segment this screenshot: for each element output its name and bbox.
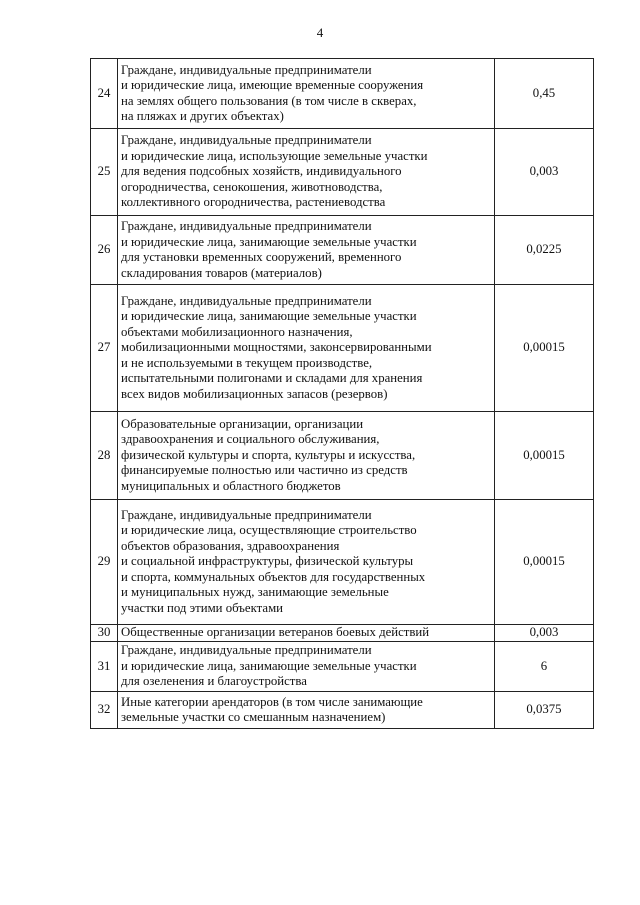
table-row	[91, 692, 594, 729]
table-row	[91, 59, 594, 129]
table-row	[91, 412, 594, 500]
row-rate-value: 0,003	[495, 129, 594, 216]
row-rate-value: 6	[495, 642, 594, 692]
rates-table-body	[91, 59, 594, 729]
table-row	[91, 216, 594, 285]
row-number: 27	[91, 285, 118, 412]
row-number: 31	[91, 642, 118, 692]
row-description: Граждане, индивидуальные предприниматели и юридические лица, имеющие временные сооружения на землях общего пользования (в том числе в скверах, на пляжах и других объектах)	[118, 59, 495, 129]
row-number: 25	[91, 129, 118, 216]
table-row	[91, 625, 594, 642]
row-number: 29	[91, 500, 118, 625]
row-number: 32	[91, 692, 118, 729]
rates-table	[90, 58, 594, 729]
row-description: Образовательные организации, организации здравоохранения и социального обслуживания, физической культуры и спорта, культуры и искусства, финансируемые полностью или частично из средств муниципальных и областного бюджетов	[118, 412, 495, 500]
table-row	[91, 285, 594, 412]
row-rate-value: 0,00015	[495, 412, 594, 500]
row-description: Граждане, индивидуальные предприниматели и юридические лица, занимающие земельные участки для озеленения и благоустройства	[118, 642, 495, 692]
row-number: 24	[91, 59, 118, 129]
row-rate-value: 0,0375	[495, 692, 594, 729]
row-rate-value: 0,0225	[495, 216, 594, 285]
table-row	[91, 642, 594, 692]
row-description: Граждане, индивидуальные предприниматели и юридические лица, занимающие земельные участки объектами мобилизационного назначения, мобилизационными мощностями, законсервированными и не используемыми в текущем производстве, испытательными полигонами и складами для хранения всех видов мобилизационных запасов (резервов)	[118, 285, 495, 412]
table-row	[91, 500, 594, 625]
row-number: 26	[91, 216, 118, 285]
row-rate-value: 0,003	[495, 625, 594, 642]
row-rate-value: 0,00015	[495, 500, 594, 625]
row-rate-value: 0,45	[495, 59, 594, 129]
row-description: Граждане, индивидуальные предприниматели и юридические лица, использующие земельные участки для ведения подсобных хозяйств, индивидуального огородничества, сенокошения, животноводства, коллективного огородничества, растениеводства	[118, 129, 495, 216]
row-number: 30	[91, 625, 118, 642]
row-description: Граждане, индивидуальные предприниматели и юридические лица, занимающие земельные участки для установки временных сооружений, временного складирования товаров (материалов)	[118, 216, 495, 285]
page-number: 4	[316, 25, 324, 40]
table-row	[91, 129, 594, 216]
row-description: Общественные организации ветеранов боевых действий	[118, 625, 495, 642]
row-description: Иные категории арендаторов (в том числе занимающие земельные участки со смешанным назначением)	[118, 692, 495, 729]
row-description: Граждане, индивидуальные предприниматели и юридические лица, осуществляющие строительство объектов образования, здравоохранения и социальной инфраструктуры, физической культуры и спорта, коммунальных объектов для государственных и муниципальных нужд, занимающие земельные участки под этими объектами	[118, 500, 495, 625]
row-rate-value: 0,00015	[495, 285, 594, 412]
row-number: 28	[91, 412, 118, 500]
